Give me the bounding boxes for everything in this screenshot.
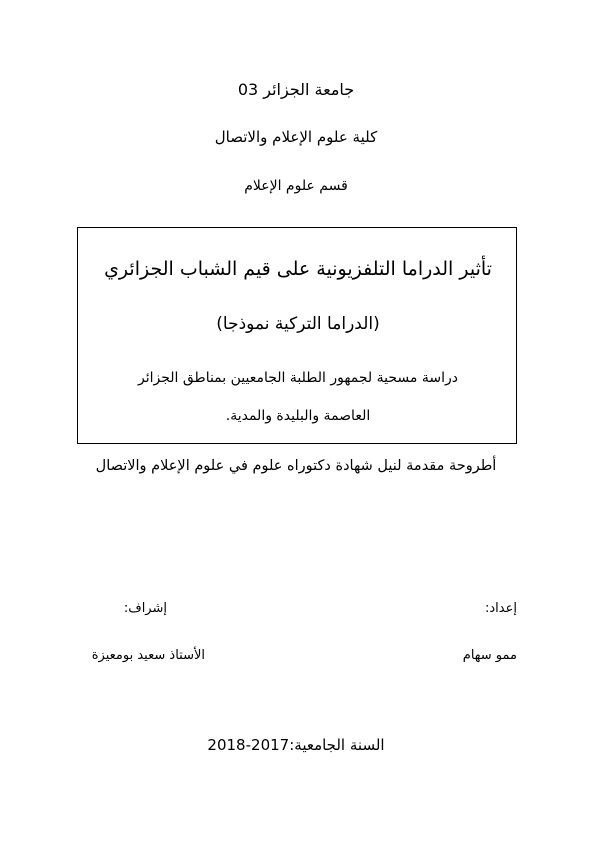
supervised-by-label: إشراف: [123, 601, 167, 616]
university-name: جامعة الجزائر 03 [237, 80, 355, 99]
academic-year: السنة الجامعية:2017-2018 [207, 736, 385, 754]
study-description-line-1: دراسة مسحية لجمهور الطلبة الجامعيين بمناطق الجزائر [138, 370, 458, 386]
thesis-statement: أطروحة مقدمة لنيل شهادة دكتوراه علوم في علوم الإعلام والاتصال [95, 458, 497, 474]
student-name: ممو سهام [462, 648, 517, 663]
thesis-title-box [77, 227, 517, 444]
thesis-subtitle: (الدراما التركية نموذجا) [216, 314, 380, 334]
supervisor-name: الأستاذ سعيد بومعيزة [91, 648, 205, 663]
study-description-line-2: العاصمة والبليدة والمدية. [225, 408, 371, 424]
faculty-name: كلية علوم الإعلام والاتصال [214, 128, 378, 146]
prepared-by-label: إعداد: [485, 601, 517, 616]
thesis-title: تأثير الدراما التلفزيونية على قيم الشباب الجزائري [104, 258, 492, 280]
department-name: قسم علوم الإعلام [244, 178, 348, 194]
